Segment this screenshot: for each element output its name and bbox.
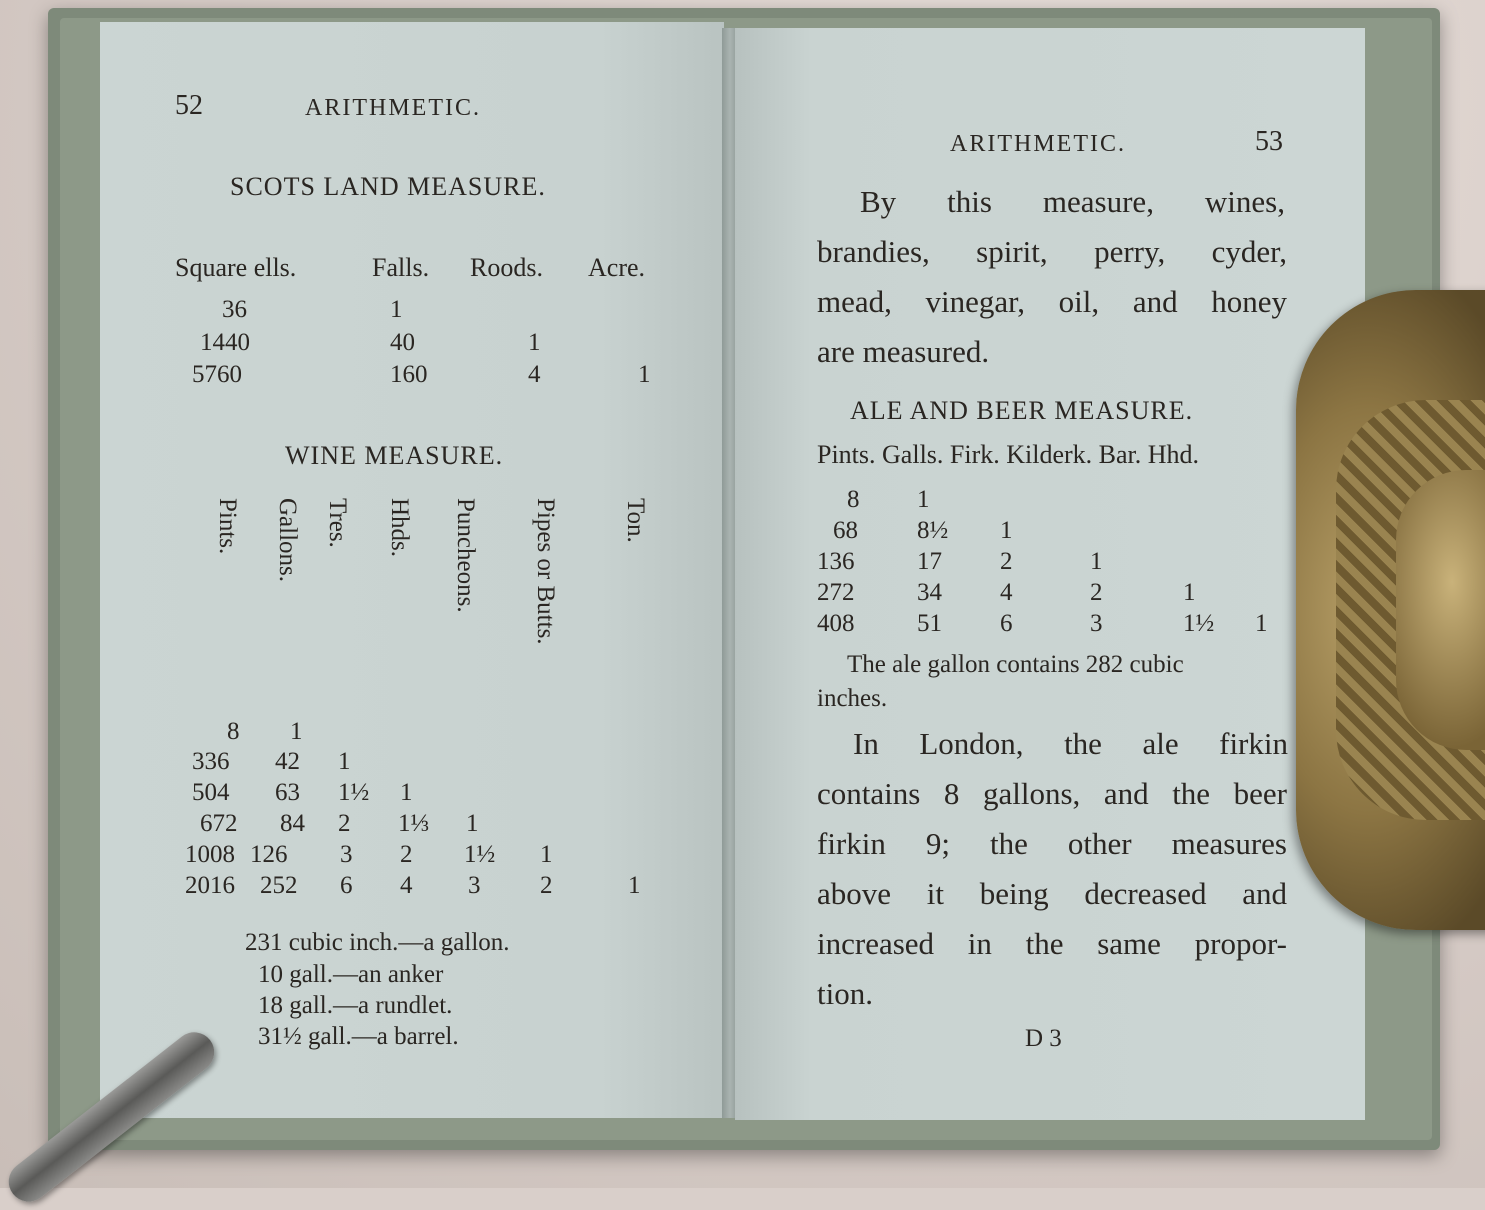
wine-cell: 63 <box>275 779 300 806</box>
scots-cell: 4 <box>528 361 541 388</box>
scots-cell: 1 <box>528 329 541 356</box>
page-number: 53 <box>1255 126 1283 157</box>
wine-cell: 672 <box>200 810 238 837</box>
intro-line: mead, vinegar, oil, and honey <box>817 284 1287 319</box>
intro-line: By this measure, wines, <box>860 184 1285 219</box>
wine-cell: 8 <box>227 718 240 745</box>
ale-note-line: The ale gallon contains 282 cubic <box>847 651 1184 678</box>
wine-col-header: Gallons. <box>274 498 301 583</box>
intro-line: are measured. <box>817 334 990 369</box>
ale-cell: 1½ <box>1183 610 1215 637</box>
scots-cell: 40 <box>390 329 415 356</box>
wine-col-header: Ton. <box>622 498 649 543</box>
wine-cell: 1 <box>338 748 351 775</box>
ale-cell: 34 <box>917 579 942 606</box>
wine-cell: 2 <box>540 872 553 899</box>
wine-note-line: 10 gall.—an anker <box>258 961 444 988</box>
ale-cell: 272 <box>817 579 855 606</box>
ale-cell: 1 <box>1090 548 1103 575</box>
ale-cell: 2 <box>1090 579 1103 606</box>
wine-col-header: Hhds. <box>386 498 413 558</box>
wine-title: WINE MEASURE. <box>285 441 504 470</box>
wine-cell: 3 <box>468 872 481 899</box>
ale-cell: 1 <box>1183 579 1196 606</box>
london-line: In London, the ale firkin <box>853 726 1288 761</box>
wine-cell: 3 <box>340 841 353 868</box>
wine-cell: 1 <box>466 810 479 837</box>
brass-clip <box>1296 290 1485 930</box>
ale-note-line: inches. <box>817 685 888 712</box>
wine-cell: 4 <box>400 872 413 899</box>
right-page <box>735 28 1365 1120</box>
london-line: firkin 9; the other measures <box>817 826 1287 861</box>
scots-cell: 160 <box>390 361 428 388</box>
scots-col-header: Square ells. <box>175 253 297 282</box>
scots-title: SCOTS LAND MEASURE. <box>230 172 546 201</box>
ale-cell: 8 <box>847 486 860 513</box>
scots-col-header: Roods. <box>470 253 543 282</box>
wine-col-header: Tres. <box>324 498 351 548</box>
london-line: above it being decreased and <box>817 876 1287 911</box>
london-line: tion. <box>817 976 873 1011</box>
running-head: ARITHMETIC. <box>950 131 1126 157</box>
scots-cell: 1 <box>390 296 403 323</box>
wine-col-header: Puncheons. <box>452 498 479 613</box>
ale-cell: 4 <box>1000 579 1013 606</box>
wine-cell: 1½ <box>464 841 496 868</box>
signature-mark: D 3 <box>1025 1025 1062 1052</box>
intro-line: brandies, spirit, perry, cyder, <box>817 234 1287 269</box>
wine-cell: 1 <box>400 779 413 806</box>
london-line: contains 8 gallons, and the beer <box>817 776 1287 811</box>
wine-cell: 1 <box>290 718 303 745</box>
ale-header: Pints. Galls. Firk. Kilderk. Bar. Hhd. <box>817 440 1200 469</box>
london-line: increased in the same propor- <box>817 926 1287 961</box>
ale-cell: 408 <box>817 610 855 637</box>
ale-cell: 2 <box>1000 548 1013 575</box>
page-number: 52 <box>175 90 203 121</box>
left-page <box>100 22 724 1118</box>
wine-note-line: 231 cubic inch.—a gallon. <box>245 929 510 956</box>
ale-cell: 68 <box>833 517 858 544</box>
wine-cell: 504 <box>192 779 230 806</box>
wine-note-line: 31½ gall.—a barrel. <box>258 1023 459 1050</box>
wine-cell: 2 <box>338 810 351 837</box>
wine-col-header: Pints. <box>214 498 241 555</box>
wine-cell: 42 <box>275 748 300 775</box>
ale-cell: 17 <box>917 548 942 575</box>
wine-col-header: Pipes or Butts. <box>532 498 559 645</box>
wine-cell: 336 <box>192 748 230 775</box>
running-head: ARITHMETIC. <box>305 95 481 121</box>
ale-cell: 136 <box>817 548 855 575</box>
ale-cell: 6 <box>1000 610 1013 637</box>
wine-note-line: 18 gall.—a rundlet. <box>258 992 453 1019</box>
scots-col-header: Acre. <box>588 253 646 282</box>
scots-cell: 1440 <box>200 329 250 356</box>
wine-cell: 126 <box>250 841 288 868</box>
wine-cell: 1 <box>628 872 641 899</box>
scots-cell: 1 <box>638 361 651 388</box>
ale-cell: 1 <box>1000 517 1013 544</box>
ale-title: ALE AND BEER MEASURE. <box>850 396 1194 425</box>
ale-cell: 8½ <box>917 517 949 544</box>
scots-col-header: Falls. <box>372 253 430 282</box>
wine-cell: 1⅓ <box>398 810 430 837</box>
wine-cell: 84 <box>280 810 305 837</box>
wine-cell: 2016 <box>185 872 235 899</box>
wine-cell: 2 <box>400 841 413 868</box>
wine-cell: 252 <box>260 872 298 899</box>
ale-cell: 1 <box>917 486 930 513</box>
scots-cell: 5760 <box>192 361 242 388</box>
ale-cell: 51 <box>917 610 942 637</box>
wine-cell: 1½ <box>338 779 370 806</box>
wine-cell: 1008 <box>185 841 235 868</box>
scots-cell: 36 <box>222 296 247 323</box>
ale-cell: 3 <box>1090 610 1103 637</box>
ale-cell: 1 <box>1255 610 1268 637</box>
wine-cell: 1 <box>540 841 553 868</box>
wine-cell: 6 <box>340 872 353 899</box>
